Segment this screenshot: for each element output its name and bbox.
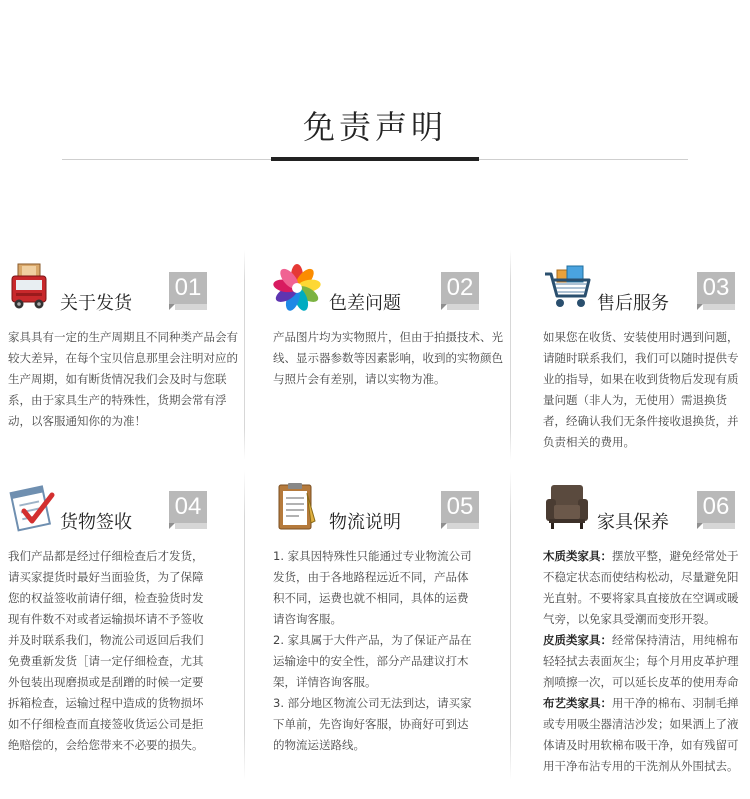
section-body xyxy=(543,546,749,777)
page-title: 免责声明 xyxy=(302,108,447,146)
care-item-leather xyxy=(543,630,749,693)
column-separator xyxy=(244,250,245,460)
section-paragraph: 2. 家具属于大件产品，为了保证产品在运输途中的安全性，部分产品建议打木架，详情咨询客服。 xyxy=(273,633,472,689)
care-text: 经常保持清洁，用纯棉布轻轻拭去表面灰尘；每个月用皮革护理剂喷擦一次，可以延长皮革的使用寿命 xyxy=(543,633,739,689)
care-label: 布艺类家具： xyxy=(543,696,612,710)
care-text: 摆放平整，避免经常处于不稳定状态而使结构松动，尽量避免阳光直射。不要将家具直接放在空调或暖气旁，以免家具受潮而变形开裂。 xyxy=(543,549,739,626)
section-paragraph: 3. 部分地区物流公司无法到达，请买家下单前，先咨询好客服，协商好可到达的物流运送路线。 xyxy=(273,696,472,752)
section-number: 03 xyxy=(697,272,735,304)
care-text: 用干净的棉布、羽制毛掸或专用吸尘器清洁沙发；如果洒上了液体请及时用软棉布吸干净，如有残留可用干净布沾专用的干洗剂从外围拭去。 xyxy=(543,696,739,773)
care-item-wood xyxy=(543,546,749,630)
care-label: 木质类家具： xyxy=(543,549,612,563)
column-separator xyxy=(510,470,511,780)
section-title: 家具保养 xyxy=(597,512,669,533)
section-title: 物流说明 xyxy=(329,512,401,533)
section-text: 如果您在收货、安装使用时遇到问题，请随时联系我们，我们可以随时提供专业的指导，如果在收到货物后发现有质量问题（非人为，无使用）需退换货者，经确认我们无条件接收退换货，并负责相关的费用。 xyxy=(543,330,739,449)
delivery-truck-icon xyxy=(8,262,60,314)
section-text: 产品图片均为实物照片，但由于拍摄技术、光线、显示器参数等因素影响，收到的实物颜色与照片会有差别，请以实物为准。 xyxy=(273,330,503,386)
section-text: 家具具有一定的生产周期且不同种类产品会有较大差异，在每个宝贝信息那里会注明对应的生产周期，如有断货情况我们会及时与您联系，由于家具生产的特殊性，货期会常有浮动，以客服通知你的为准！ xyxy=(8,330,238,428)
armchair-icon xyxy=(543,481,595,533)
checklist-icon xyxy=(8,481,60,533)
section-number: 05 xyxy=(441,491,479,523)
column-separator xyxy=(244,470,245,780)
section-number: 06 xyxy=(697,491,735,523)
section-body xyxy=(8,546,212,756)
care-label: 皮质类家具： xyxy=(543,633,612,647)
shopping-cart-icon xyxy=(543,262,595,314)
section-paragraph: 1. 家具因特殊性只能通过专业物流公司发货，由于各地路程远近不同，产品体积不同，运费也就不相同，具体的运费请咨询客服。 xyxy=(273,549,472,626)
section-body xyxy=(273,546,479,756)
clipboard-icon xyxy=(273,481,325,533)
care-item-fabric xyxy=(543,693,749,777)
section-number: 04 xyxy=(169,491,207,523)
title-underline xyxy=(271,157,479,161)
section-number: 02 xyxy=(441,272,479,304)
section-body xyxy=(273,327,509,390)
section-title: 色差问题 xyxy=(329,293,401,314)
color-wheel-icon xyxy=(273,262,325,314)
column-separator xyxy=(510,250,511,460)
section-number: 01 xyxy=(169,272,207,304)
section-body xyxy=(8,327,244,432)
section-title: 售后服务 xyxy=(597,293,669,314)
section-title: 关于发货 xyxy=(60,293,132,314)
section-text: 我们产品都是经过仔细检查后才发货，请买家提货时最好当面验货，为了保障您的权益签收前请仔细，检查验货时发现有件数不对或者运输损坏请不予签收并及时联系我们，物流公司返回后我们免费重新发货［请一定仔细检查，尤其外包装出现磨损或是刮蹭的时候一定要拆箱检查，运输过程中造成的货物损坏如不仔细检查而直接签收货运公司是拒绝赔偿的，会给您带来不必要的损失。 xyxy=(8,549,204,752)
section-body xyxy=(543,327,747,453)
section-title: 货物签收 xyxy=(60,512,132,533)
